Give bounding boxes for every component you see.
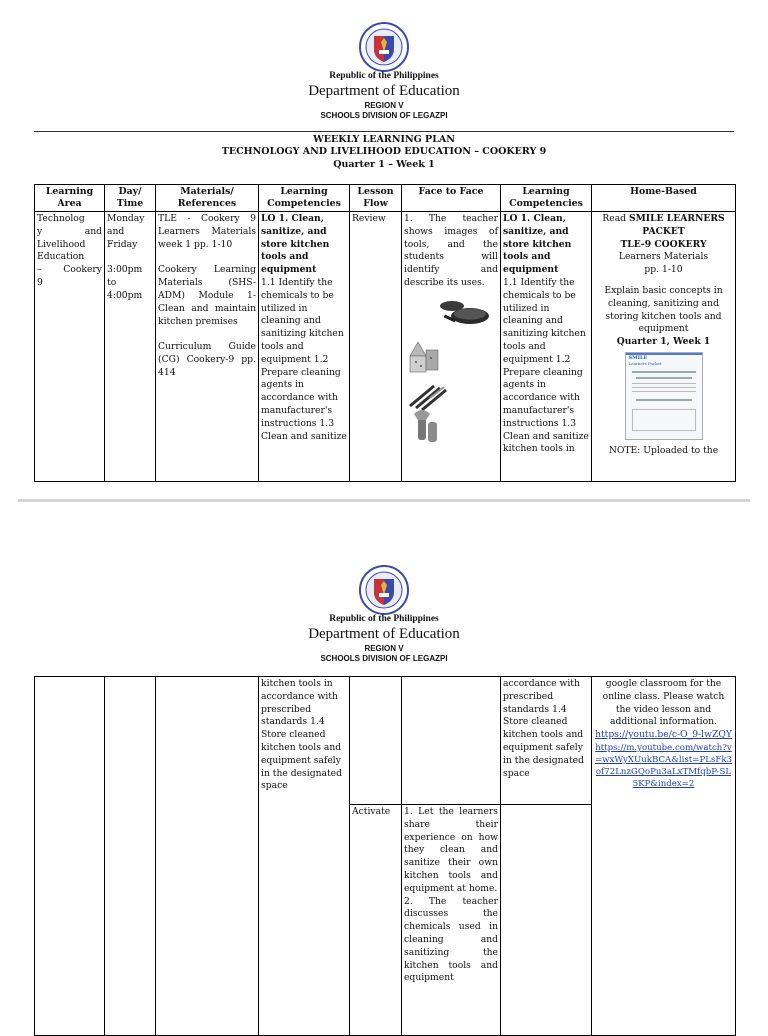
video-link-2[interactable]: https://m.youtube.com/watch?v=wxWyXUukBCA&list=PLsFk3of72LnzGQoPu3aLxTMfqbP-SL5KP&index=2 bbox=[594, 742, 732, 789]
header-rule bbox=[34, 131, 734, 132]
day-text: Monday and Friday bbox=[107, 213, 145, 250]
materials-cell bbox=[156, 677, 259, 1036]
face-to-face-cell bbox=[402, 677, 501, 805]
col-header-competencies-2: Learning Competencies bbox=[501, 185, 592, 212]
region-heading: REGION V bbox=[364, 101, 404, 110]
frying-pan-icon bbox=[440, 301, 489, 324]
face-to-face-text: 1. Let the learners share their experience on how they clean and sanitize their own kitchen tools and equipment at home. bbox=[404, 806, 498, 894]
table-row bbox=[35, 212, 736, 482]
area-line: y and bbox=[37, 225, 102, 237]
col-header-lesson-flow: Lesson Flow bbox=[350, 185, 402, 212]
tle-title: TLE-9 COOKERY bbox=[620, 238, 707, 250]
competency-items: 1.1 Identify the chemicals to be utilized in cleaning and sanitizing kitchen tools and equipment 1.2 Prepare cleaning agents in accordance with manufacturer's instructions 1.3 Clean and sanitize kitchen tools in bbox=[503, 276, 589, 455]
materials-cell bbox=[156, 212, 259, 482]
home-based-cell bbox=[592, 212, 736, 482]
learners-packet-thumbnail bbox=[625, 352, 703, 440]
packet-title: SMILE LEARNERS PACKET bbox=[628, 213, 725, 237]
face-to-face-text: 2. The teacher discusses the chemicals used in cleaning and sanitizing the kitchen tools and equipment bbox=[404, 895, 498, 984]
day-time-cell bbox=[105, 677, 156, 1036]
quarter-text: Quarter 1, Week 1 bbox=[616, 336, 711, 348]
time-text: 3:00pm to 4:00pm bbox=[107, 264, 143, 301]
col-header-materials: Materials/ References bbox=[156, 185, 259, 212]
department-heading: Department of Education bbox=[308, 626, 460, 642]
grater-icon bbox=[410, 342, 438, 372]
plan-subject: TECHNOLOGY AND LIVELIHOOD EDUCATION – COOKERY 9 bbox=[221, 146, 547, 157]
department-heading: Department of Education bbox=[308, 83, 460, 99]
area-line: Technolog bbox=[37, 213, 85, 224]
face-to-face-text: 1. The teacher shows images of tools, and the students will identify and describe its uses. bbox=[404, 213, 498, 288]
lesson-flow-cell: Activate bbox=[350, 805, 402, 1036]
competency-items: 1.1 Identify the chemicals to be utilized in cleaning and sanitizing kitchen tools and equipment 1.2 Prepare cleaning agents in accordance with manufacturer's instructions 1.3 Clean and sanitize bbox=[261, 276, 347, 442]
region-heading: REGION V bbox=[364, 644, 404, 653]
division-heading: SCHOOLS DIVISION OF LEGAZPI bbox=[320, 111, 448, 120]
weekly-plan-table-continued bbox=[34, 676, 736, 1036]
home-based-text: google classroom for the online class. Please watch the video lesson and additional information. bbox=[602, 678, 725, 728]
packet-thumb-bar bbox=[626, 353, 702, 355]
table-header-row bbox=[35, 185, 736, 212]
materials-item: Cookery Learning Materials (SHS-ADM) Module 1- Clean and maintain kitchen premises bbox=[158, 264, 256, 327]
note-text: NOTE: Uploaded to the bbox=[608, 444, 719, 456]
republic-heading: Republic of the Philippines bbox=[329, 71, 439, 81]
competency-heading: LO 1. Clean, sanitize, and store kitchen tools and equipment bbox=[503, 213, 572, 276]
home-based-cell bbox=[592, 677, 736, 1036]
weekly-plan-table bbox=[34, 184, 736, 482]
packet-thumb-sub: Learners Packet bbox=[628, 360, 662, 366]
col-header-day-time: Day/ Time bbox=[105, 185, 156, 212]
face-to-face-cell bbox=[402, 805, 501, 1036]
materials-item: Curriculum Guide (CG) Cookery-9 pp. 414 bbox=[158, 341, 256, 378]
area-line: 9 bbox=[37, 276, 43, 288]
area-line: Livelihood bbox=[37, 238, 86, 250]
learning-area-cell bbox=[35, 677, 105, 1036]
peeler-icon bbox=[414, 410, 437, 442]
division-heading: SCHOOLS DIVISION OF LEGAZPI bbox=[320, 654, 448, 663]
competencies-cell: kitchen tools in accordance with prescribed standards 1.4 Store cleaned kitchen tools and equipment safely in the designated space bbox=[259, 677, 350, 1036]
competencies-cell-2: accordance with prescribed standards 1.4 Store cleaned kitchen tools and equipment safely in the designated space bbox=[501, 677, 592, 805]
knives-icon bbox=[410, 386, 446, 410]
col-header-learning-area: Learning Area bbox=[35, 185, 105, 212]
competency-heading: LO 1. Clean, sanitize, and store kitchen tools and equipment bbox=[261, 213, 330, 276]
video-link-1[interactable]: https://youtu.be/c-O_9-lwZQY bbox=[595, 729, 732, 741]
page-separator bbox=[18, 499, 750, 502]
packet-thumb-title: SMILE bbox=[628, 354, 648, 361]
day-time-cell bbox=[105, 212, 156, 482]
area-line: – Cookery bbox=[37, 264, 102, 276]
plan-quarter: Quarter 1 – Week 1 bbox=[333, 159, 435, 170]
competencies-cell-2 bbox=[501, 212, 592, 482]
explain-text: Explain basic concepts in cleaning, sanitizing and storing kitchen tools and equipment bbox=[604, 284, 723, 335]
col-header-home-based: Home-Based bbox=[592, 185, 736, 212]
materials-item: TLE - Cookery 9 Learners Materials week 1 pp. 1-10 bbox=[158, 213, 256, 250]
materials-text: Learners Materials bbox=[618, 251, 709, 263]
deped-seal-icon bbox=[359, 22, 409, 72]
col-header-competencies: Learning Competencies bbox=[259, 185, 350, 212]
lesson-flow-cell: Review bbox=[350, 212, 402, 482]
competencies-cell bbox=[259, 212, 350, 482]
area-line: Education bbox=[37, 251, 85, 263]
kitchen-tools-images bbox=[404, 294, 498, 444]
table-row bbox=[35, 677, 736, 805]
read-text: Read bbox=[602, 213, 627, 224]
face-to-face-cell bbox=[402, 212, 501, 482]
lesson-flow-cell bbox=[350, 677, 402, 805]
col-header-face-to-face: Face to Face bbox=[402, 185, 501, 212]
pages-text: pp. 1-10 bbox=[644, 264, 683, 276]
competencies-cell-2 bbox=[501, 805, 592, 1036]
plan-title: WEEKLY LEARNING PLAN bbox=[313, 134, 455, 145]
republic-heading: Republic of the Philippines bbox=[329, 614, 439, 624]
deped-seal-icon bbox=[359, 565, 409, 615]
learning-area-cell bbox=[35, 212, 105, 482]
